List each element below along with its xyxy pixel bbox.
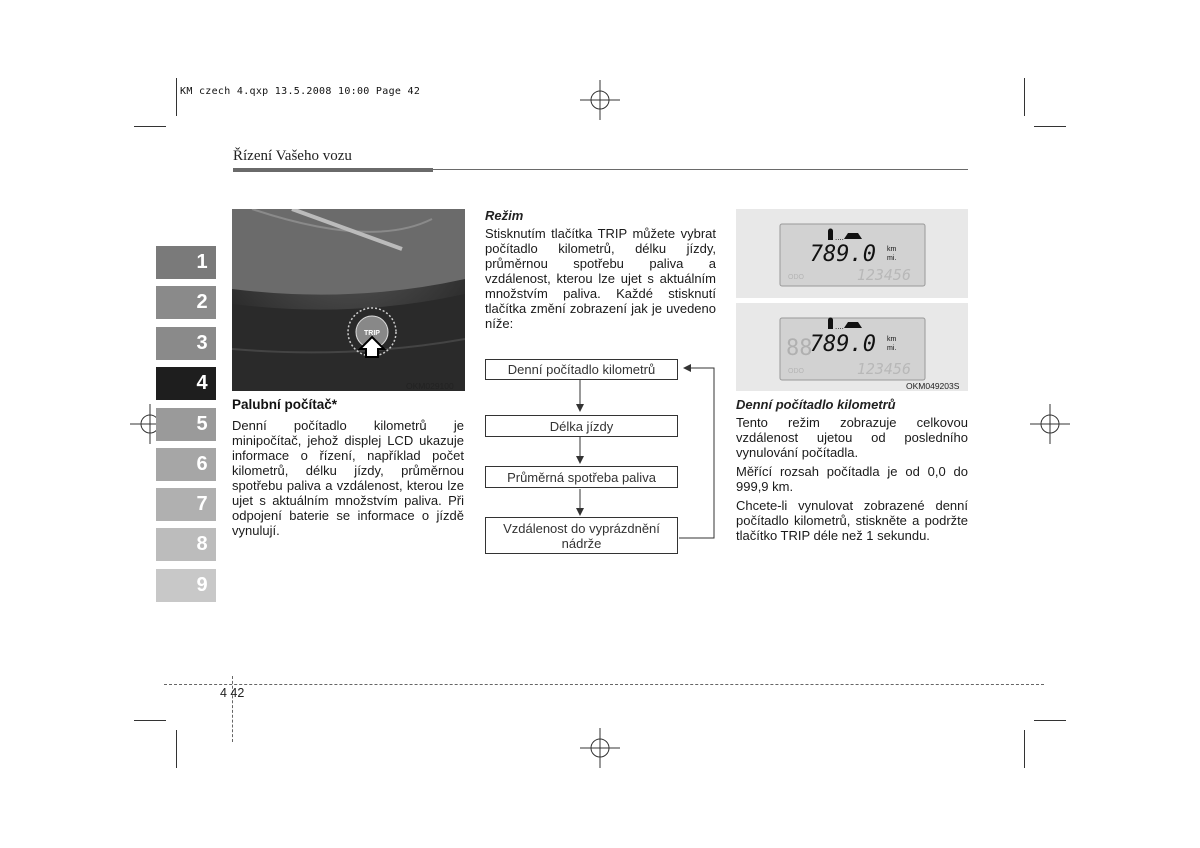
svg-text:....: ....	[835, 322, 844, 331]
lcd-2-segment: 88	[786, 336, 813, 361]
lcd-2-odo-label: ODO	[788, 368, 804, 375]
flowchart-step-2: Délka jízdy	[485, 415, 678, 437]
trip-button-label: TRIP	[364, 330, 380, 337]
heading-palubni-pocitac: Palubní počítač*	[232, 397, 338, 412]
chapter-tab-2[interactable]: 2	[156, 286, 216, 319]
registration-mark-bottom	[580, 728, 620, 768]
lcd-1-odo-label: ODO	[788, 274, 804, 281]
lcd-display-1	[736, 209, 968, 298]
lcd-1-odometer: 123456	[856, 266, 911, 284]
lcd-1-unit-km: km	[887, 246, 897, 253]
section-title: Řízení Vašeho vozu	[233, 148, 352, 164]
heading-rezim: Režim	[485, 208, 524, 223]
trip-button-photo	[232, 209, 465, 391]
dashboard-illustration	[232, 209, 465, 391]
registration-mark-right	[1030, 404, 1070, 444]
chapter-tab-3[interactable]: 3	[156, 327, 216, 360]
chapter-tab-1[interactable]: 1	[156, 246, 216, 279]
page-number: 4 42	[220, 686, 245, 700]
photo-code-right: OKM049203S	[906, 381, 960, 391]
photo-code-left: OKM029100	[406, 381, 454, 391]
lcd-2-unit-km: km	[887, 336, 897, 343]
chapter-tab-7[interactable]: 7	[156, 488, 216, 521]
flowchart-step-1: Denní počítadlo kilometrů	[485, 359, 678, 380]
paragraph-right-3: Chcete-li vynulovat zobrazené denní počítadlo kilometrů, stiskněte a podržte tlačítko TRIP déle než 1 sekundu.	[736, 498, 968, 543]
paragraph-right-2: Měřící rozsah počítadla je od 0,0 do 999,9 km.	[736, 464, 968, 494]
lcd-1-unit-mi: mi.	[887, 255, 897, 262]
chapter-tab-6[interactable]: 6	[156, 448, 216, 481]
title-rule	[233, 168, 968, 172]
lcd-1-value: 789.0	[809, 242, 876, 267]
lcd-2-value: 789.0	[809, 332, 876, 357]
paragraph-right-1: Tento režim zobrazuje celkovou vzdálenost ujetou od posledního vynulování počítadla.	[736, 415, 968, 460]
paragraph-rezim: Stisknutím tlačítka TRIP můžete vybrat počítadlo kilometrů, délku jízdy, průměrnou spotřebu paliva a vzdálenost, kterou lze ujet s aktuálním množstvím paliva. Každé stisknutí tlačítka změní zobrazení jak je uvedeno níže:	[485, 226, 716, 331]
lcd-display-photo-1	[736, 209, 968, 298]
lcd-2-odometer: 123456	[856, 360, 911, 378]
chapter-tab-9[interactable]: 9	[156, 569, 216, 602]
registration-mark-top	[580, 80, 620, 120]
paragraph-palubni-pocitac: Denní počítadlo kilometrů je minipočítač, jehož displej LCD ukazuje informace o řízení, například počet kilometrů, délku jízdy, průměrnou spotřebu paliva a vzdálenost, kterou lze ujet s aktuálním množstvím paliva. Při odpojení baterie se informace o jízdě vynulují.	[232, 418, 464, 538]
chapter-tab-5[interactable]: 5	[156, 408, 216, 441]
flowchart-step-4: Vzdálenost do vyprázdnění nádrže	[485, 517, 678, 554]
lcd-display-photo-2	[736, 303, 968, 391]
svg-text:....: ....	[835, 233, 844, 242]
print-header: KM czech 4.qxp 13.5.2008 10:00 Page 42	[180, 86, 421, 97]
lcd-display-2	[736, 303, 968, 391]
lcd-2-unit-mi: mi.	[887, 345, 897, 352]
footer-rule	[164, 684, 1044, 685]
chapter-tab-4[interactable]: 4	[156, 367, 216, 400]
heading-denni-pocitadlo: Denní počítadlo kilometrů	[736, 397, 896, 412]
flowchart-step-3: Průměrná spotřeba paliva	[485, 466, 678, 488]
chapter-tab-8[interactable]: 8	[156, 528, 216, 561]
